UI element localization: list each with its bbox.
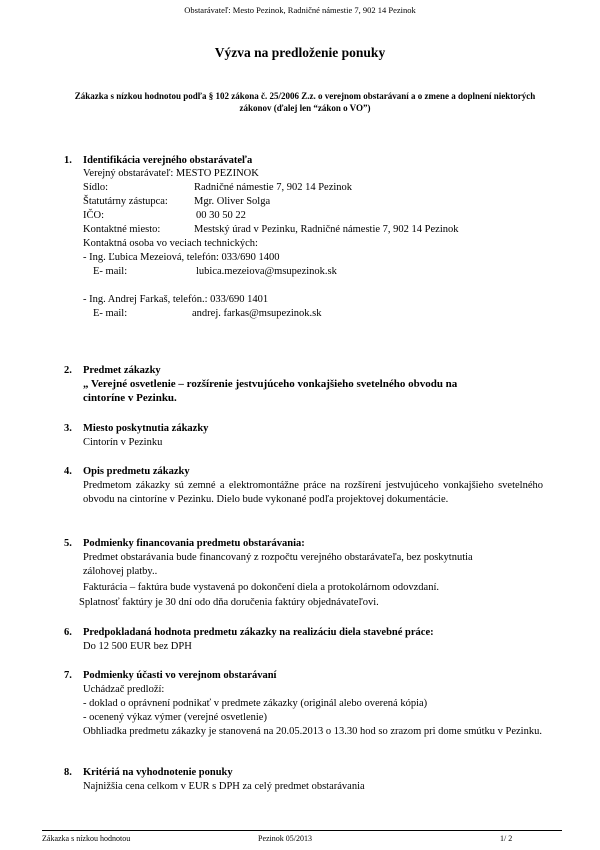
subject-line-1: „ Verejné osvetlenie – rozšírenie jestvujúceho vonkajšieho svetelného obvodu na: [83, 378, 458, 390]
sidlo-label: Sídlo:: [83, 182, 109, 193]
description-text: Predmetom zákazky sú zemné a elektromontážne práce na rozšírení jestvujúceho vonkajšieho svetelného obvodu na cintoríne v Pezinku. Dielo bude vykonané podľa projektovej dokumentácie.: [83, 480, 543, 505]
statutar-value: Mgr. Oliver Solga: [194, 196, 271, 207]
section-8-number: 8.: [64, 767, 72, 778]
footer-page-number: 1/ 2: [500, 834, 513, 843]
section-2-number: 2.: [64, 365, 72, 376]
subject-line-2: cintoríne v Pezinku.: [83, 392, 177, 404]
section-4-title: Opis predmetu zákazky: [83, 466, 190, 477]
page-header: Obstarávateľ: Mesto Pezinok, Radničné námestie 7, 902 14 Pezinok: [184, 5, 416, 15]
section-3-number: 3.: [64, 423, 72, 434]
financing-line-4: Splatnosť faktúry je 30 dní odo dňa doručenia faktúry objednávateľovi.: [79, 597, 379, 608]
ico-value: 00 30 50 22: [196, 210, 246, 221]
financing-line-1: Predmet obstarávania bude financovaný z rozpočtu verejného obstarávateľa, bez poskytnutia: [83, 552, 473, 563]
section-4-number: 4.: [64, 466, 72, 477]
section-7-title: Podmienky účasti vo verejnom obstarávaní: [83, 670, 277, 681]
statutar-label: Štatutárny zástupca:: [83, 196, 168, 207]
conditions-line-1: Uchádzač predloží:: [83, 684, 165, 695]
section-6-number: 6.: [64, 627, 72, 638]
document-title: Výzva na predloženie ponuky: [214, 45, 386, 60]
conditions-line-3: - ocenený výkaz výmer (verejné osvetlenie): [83, 712, 267, 723]
section-1-title: Identifikácia verejného obstarávateľa: [83, 155, 253, 166]
email-2-value: andrej. farkas@msupezinok.sk: [192, 308, 322, 319]
section-1-number: 1.: [64, 155, 72, 166]
email-2-label: E- mail:: [93, 308, 128, 319]
sidlo-value: Radničné námestie 7, 902 14 Pezinok: [194, 182, 353, 193]
ico-label: IČO:: [83, 210, 104, 221]
section-2-title: Predmet zákazky: [83, 365, 161, 376]
kontakt-value: Mestský úrad v Pezinku, Radničné námestie 7, 902 14 Pezinok: [194, 224, 459, 235]
conditions-line-2: - doklad o oprávnení podnikať v predmete zákazky (originál alebo overená kópia): [83, 698, 428, 709]
footer-left: Zákazka s nízkou hodnotou: [42, 834, 131, 843]
section-8-title: Kritériá na vyhodnotenie ponuky: [83, 767, 233, 778]
footer-divider: [42, 830, 562, 831]
section-3-title: Miesto poskytnutia zákazky: [83, 423, 209, 434]
conditions-line-4: Obhliadka predmetu zákazky je stanovená na 20.05.2013 o 13.30 hod so zrazom pri dome smútku v Pezinku.: [83, 726, 542, 737]
footer-center: Pezinok 05/2013: [258, 834, 312, 843]
email-1-label: E- mail:: [93, 266, 128, 277]
section-5-title: Podmienky financovania predmetu obstarávania:: [83, 538, 305, 549]
document-subtitle: Zákazka s nízkou hodnotou podľa § 102 zákona č. 25/2006 Z.z. o verejnom obstarávaní a o zmene a doplnení niektorých zákonov (ďalej len “zákon o VO”): [74, 91, 536, 113]
kontakt-label: Kontaktné miesto:: [83, 224, 161, 235]
section-5-number: 5.: [64, 538, 72, 549]
financing-line-2: zálohovej platby..: [83, 566, 158, 577]
estimated-value: Do 12 500 EUR bez DPH: [83, 641, 192, 652]
criteria-text: Najnižšia cena celkom v EUR s DPH za celý predmet obstarávania: [83, 781, 365, 792]
contact-person-2: - Ing. Andrej Farkaš, telefón.: 033/690 1401: [83, 294, 269, 305]
email-1-value: lubica.mezeiova@msupezinok.sk: [196, 266, 337, 277]
place-text: Cintorín v Pezinku: [83, 437, 163, 448]
tech-contact-label: Kontaktná osoba vo veciach technických:: [83, 238, 258, 249]
section-7-number: 7.: [64, 670, 72, 681]
contact-person-1: - Ing. Ľubica Mezeiová, telefón: 033/690 1400: [83, 252, 280, 263]
section-6-title: Predpokladaná hodnota predmetu zákazky na realizáciu diela stavebné práce:: [83, 627, 434, 638]
obstaravatel-line: Verejný obstarávateľ: MESTO PEZINOK: [83, 168, 259, 179]
financing-line-3: Fakturácia – faktúra bude vystavená po dokončení diela a protokolárnom odovzdaní.: [83, 582, 440, 593]
